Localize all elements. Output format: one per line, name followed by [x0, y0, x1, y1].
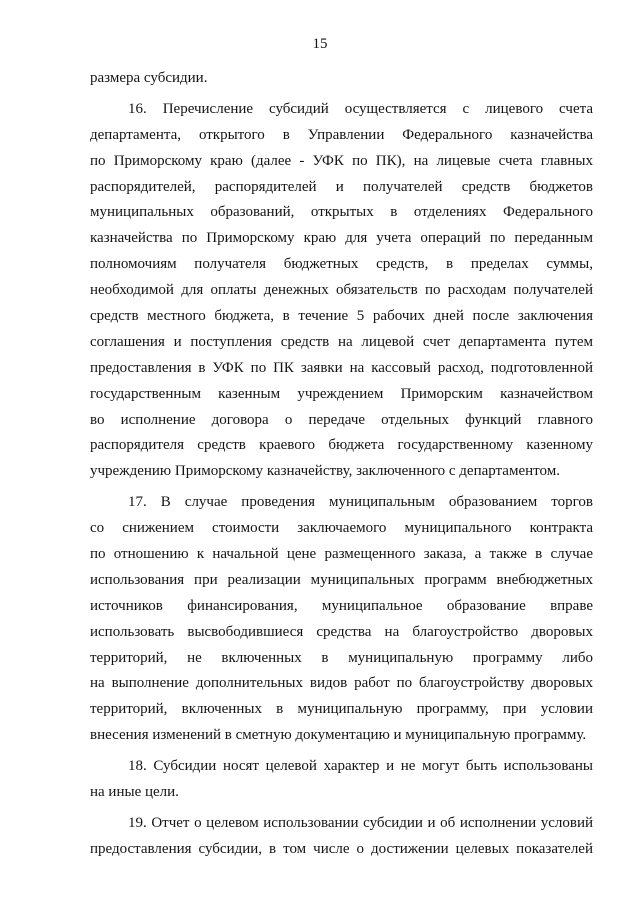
document-body: [90, 66, 593, 863]
text-line: государственным казенным учреждением Приморским казначейством: [90, 385, 593, 402]
text-line: распорядителя средств краевого бюджета государственному казенному: [90, 437, 593, 454]
paragraph-p16: [90, 97, 593, 485]
text-line: средств местного бюджета, в течение 5 рабочих дней после заключения: [90, 308, 593, 325]
text-line: учреждению Приморскому казначейству, заключенного с департаментом.: [90, 463, 560, 480]
text-line: использовать высвободившиеся средства на благоустройство дворовых: [90, 623, 593, 640]
text-line: казначейства по Приморскому краю для учета операций по переданным: [90, 230, 593, 247]
paragraph-p18: [90, 754, 593, 806]
text-line: территорий, включенных в муниципальную программу, при условии: [90, 701, 593, 718]
text-line: 17. В случае проведения муниципальным образованием торгов: [128, 494, 593, 511]
text-line: со снижением стоимости заключаемого муниципального контракта: [90, 520, 593, 537]
text-line: 19. Отчет о целевом использовании субсидии и об исполнении условий: [128, 814, 593, 831]
text-line: внесения изменений в сметную документацию и муниципальную программу.: [90, 727, 587, 744]
paragraph-p-cont: [90, 66, 593, 92]
text-line: по отношению к начальной цене размещенного заказа, а также в случае: [90, 546, 593, 563]
text-line: 16. Перечисление субсидий осуществляется с лицевого счета: [128, 100, 593, 117]
text-line: на выполнение дополнительных видов работ по благоустройству дворовых: [90, 675, 593, 692]
text-line: размера субсидии.: [90, 70, 208, 86]
text-line: территорий, не включенных в муниципальную программу либо: [90, 649, 593, 666]
text-line: департамента, открытого в Управлении Федерального казначейства: [90, 126, 593, 143]
text-line: предоставления в УФК по ПК заявки на кассовый расход, подготовленной: [90, 359, 593, 376]
text-line: соглашения и поступления средств на лицевой счет департамента путем: [90, 333, 593, 350]
text-line: полномочиям получателя бюджетных средств, в пределах суммы,: [90, 256, 593, 273]
text-line: необходимой для оплаты денежных обязательств по расходам получателей: [90, 282, 593, 299]
text-line: источников финансирования, муниципальное образование вправе: [90, 597, 593, 614]
text-line: по Приморскому краю (далее - УФК по ПК), на лицевые счета главных: [90, 152, 593, 169]
text-line: во исполнение договора о передаче отдельных функций главного: [90, 411, 593, 428]
paragraph-p17: [90, 490, 593, 749]
text-line: муниципальных образований, открытых в отделениях Федерального: [90, 204, 593, 221]
text-line: распорядителей, распорядителей и получателей средств бюджетов: [90, 178, 593, 195]
page-number: 15: [312, 36, 328, 52]
text-line: предоставления субсидии, в том числе о достижении целевых показателей: [90, 840, 593, 857]
text-line: использования при реализации муниципальных программ внебюджетных: [90, 571, 593, 588]
text-line: 18. Субсидии носят целевой характер и не могут быть использованы: [128, 758, 593, 775]
paragraph-p19: [90, 811, 593, 863]
text-line: на иные цели.: [90, 784, 179, 801]
